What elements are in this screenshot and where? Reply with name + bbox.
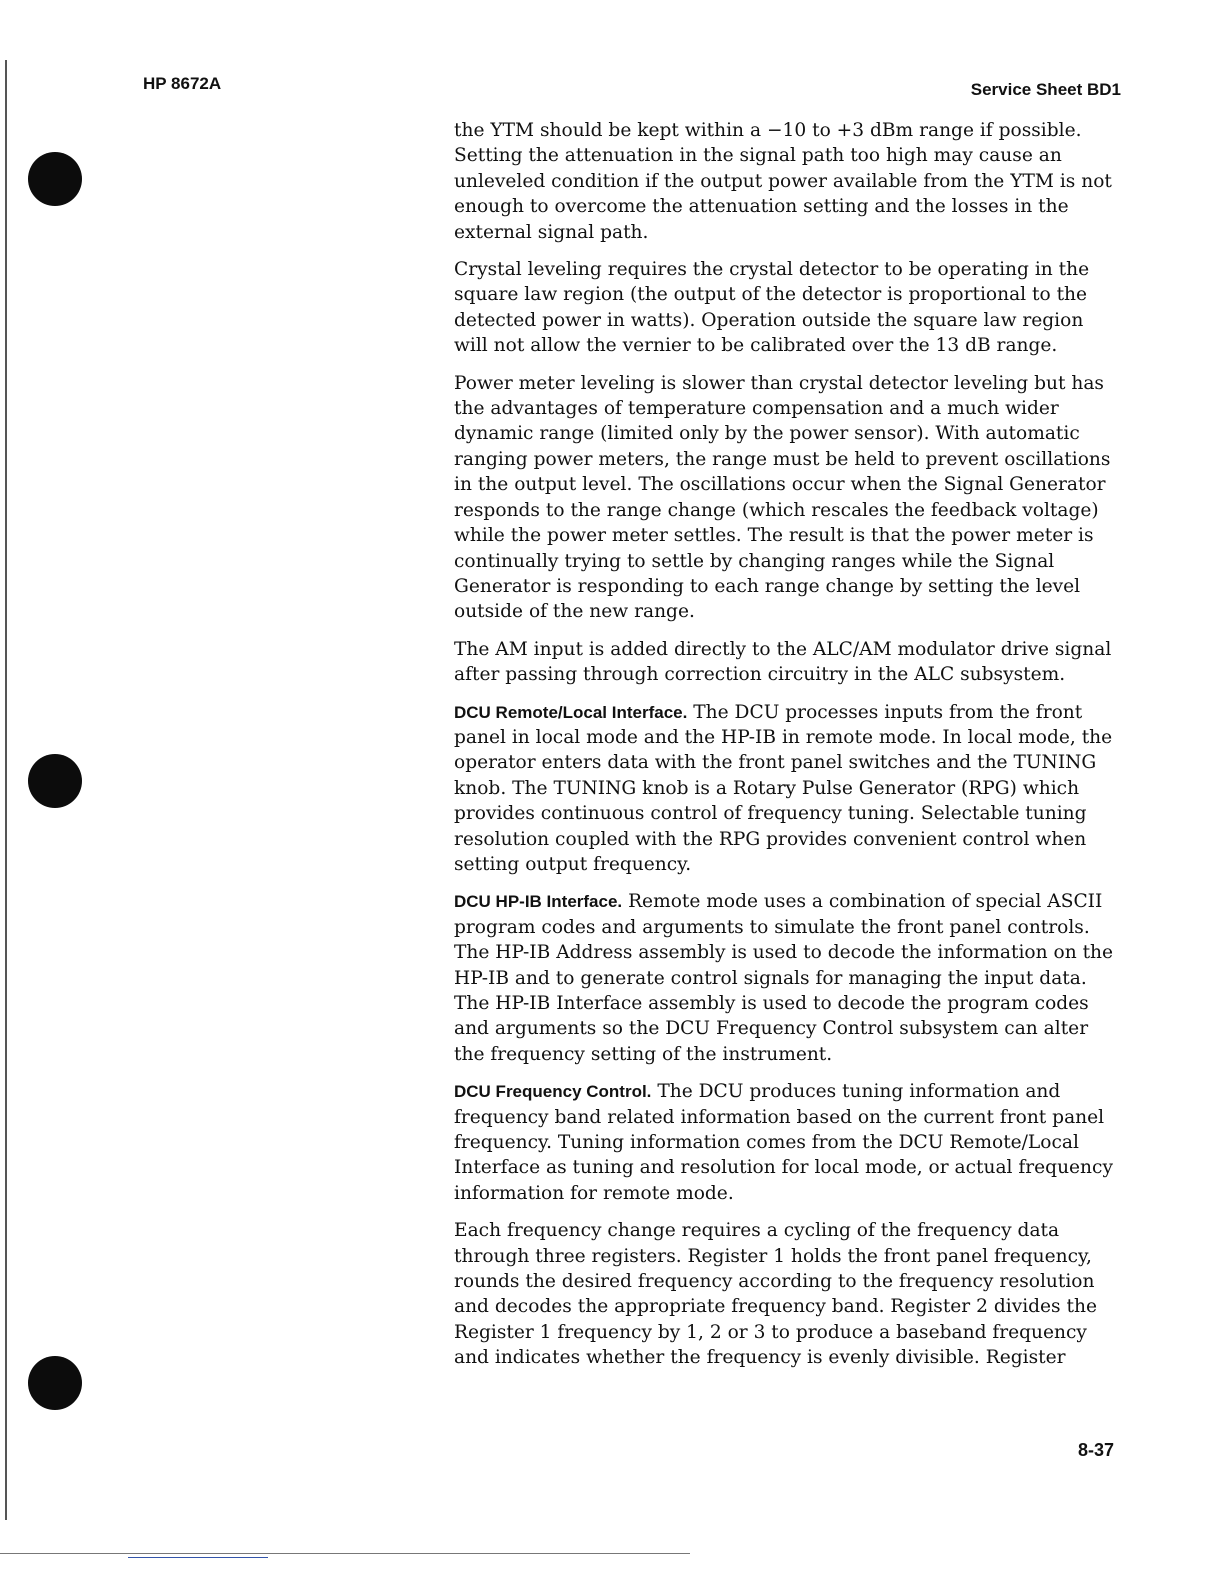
binder-hole-top (28, 152, 82, 206)
run-in-heading: DCU Remote/Local Interface. (454, 702, 688, 722)
run-in-heading: DCU Frequency Control. (454, 1082, 652, 1102)
paragraph-text: Remote mode uses a combination of special ASCII program codes and arguments to simulate the front panel controls. The HP-IB Address assembly is used to decode the information on the HP-IB and to generate control signals for managing the input data. The HP-IB Interface assembly is used to decode the program codes and arguments so the DCU Frequency Control subsystem can alter the frequency setting of the instrument. (454, 891, 1114, 1065)
bottom-scan-line (0, 1553, 690, 1554)
paragraph (454, 1218, 1122, 1370)
paragraph-text: Each frequency change requires a cycling of the frequency data through three registers. Register 1 holds the front panel frequency, rounds the desired frequency according to the frequency resolution and decodes the appropriate frequency band. Register 2 divides the Register 1 frequency by 1, 2 or 3 to produce a baseband frequency and indicates whether the frequency is evenly divisible. Register (454, 1220, 1097, 1369)
run-in-heading: DCU HP-IB Interface. (454, 892, 623, 912)
paragraph-text: Power meter leveling is slower than crystal detector leveling but has the advantages of temperature compensation and a much wider dynamic range (limited only by the power sensor). With automatic ranging power meters, the range must be held to prevent oscillations in the output level. The oscillations occur when the Signal Generator responds to the range change (which rescales the feedback voltage) while the power meter settles. The result is that the power meter is continually trying to settle by changing ranges while the Signal Generator is responding to each range change by setting the level outside of the new range. (454, 372, 1111, 623)
paragraph (454, 118, 1122, 245)
body-text (454, 118, 1122, 1383)
paragraph-text: The DCU produces tuning information and frequency band related information based on the current front panel frequency. Tuning information comes from the DCU Remote/Local Interface as tuning and resolution for local mode, or actual frequency information for remote mode. (454, 1081, 1113, 1204)
paragraph (454, 257, 1122, 359)
paragraph (454, 371, 1122, 625)
bottom-scan-line-blue (128, 1557, 268, 1558)
left-edge-line (5, 60, 7, 1520)
paragraph-dcu-remote-local (454, 700, 1122, 878)
page-number: 8-37 (1077, 1440, 1114, 1460)
header-model: HP 8672A (143, 74, 222, 93)
paragraph-text: Crystal leveling requires the crystal detector to be operating in the square law region (the output of the detector is proportional to the detected power in watts). Operation outside the square law region will not allow the vernier to be calibrated over the 13 dB range. (454, 259, 1090, 357)
paragraph-text: The AM input is added directly to the ALC/AM modulator drive signal after passing through correction circuitry in the ALC subsystem. (454, 638, 1112, 686)
paragraph-dcu-frequency-control (454, 1079, 1122, 1206)
binder-hole-bottom (28, 1356, 82, 1410)
paragraph-text: the YTM should be kept within a −10 to +3 dBm range if possible. Setting the attenuation in the signal path too high may cause an unleveled condition if the output power available from the YTM is not enough to overcome the attenuation setting and the losses in the external signal path. (454, 120, 1112, 243)
paragraph-text: The DCU processes inputs from the front panel in local mode and the HP-IB in remote mode. In local mode, the operator enters data with the front panel switches and the TUNING knob. The TUNING knob is a Rotary Pulse Generator (RPG) which provides continuous control of frequency tuning. Selectable tuning resolution coupled with the RPG provides convenient control when setting output frequency. (454, 701, 1113, 875)
binder-hole-middle (28, 754, 82, 808)
paragraph-dcu-hpib (454, 889, 1122, 1067)
header-section-title: Service Sheet BD1 (970, 80, 1121, 99)
paragraph (454, 637, 1122, 688)
